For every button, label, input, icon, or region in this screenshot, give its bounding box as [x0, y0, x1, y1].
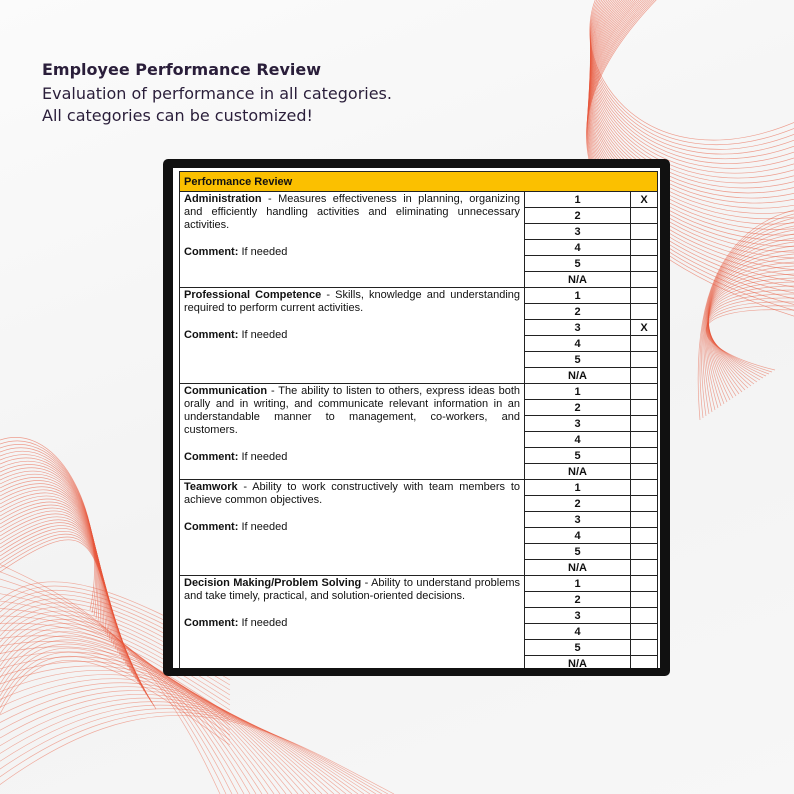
- score-mark-cell[interactable]: X: [631, 320, 658, 336]
- comment-text[interactable]: If needed: [241, 329, 288, 341]
- score-option: 3: [525, 224, 631, 240]
- score-option: 2: [525, 592, 631, 608]
- score-mark-cell[interactable]: [631, 656, 658, 669]
- document-preview-frame: [163, 159, 670, 676]
- score-mark-cell[interactable]: [631, 400, 658, 416]
- score-option: 5: [525, 640, 631, 656]
- page-header: [42, 60, 392, 127]
- category-name: Teamwork: [184, 481, 238, 493]
- category-description: [180, 192, 525, 288]
- score-option: 5: [525, 448, 631, 464]
- score-option: 2: [525, 304, 631, 320]
- score-option: 3: [525, 512, 631, 528]
- comment-label: Comment:: [184, 521, 239, 533]
- score-row: [180, 480, 658, 496]
- comment-line: [184, 521, 520, 534]
- score-option: 2: [525, 208, 631, 224]
- category-text: [184, 481, 520, 507]
- page-title: Employee Performance Review: [42, 60, 322, 79]
- score-option: 2: [525, 496, 631, 512]
- score-option: 3: [525, 416, 631, 432]
- category-desc: - Measures effectiveness in planning, organizing and efficiently handling activities and eliminating unnecessary activities.: [184, 193, 520, 231]
- score-mark-cell[interactable]: [631, 576, 658, 592]
- score-mark-cell[interactable]: [631, 608, 658, 624]
- score-mark-cell[interactable]: [631, 640, 658, 656]
- score-option: 5: [525, 544, 631, 560]
- score-option: 1: [525, 288, 631, 304]
- category-description: [180, 576, 525, 669]
- score-mark-cell[interactable]: [631, 288, 658, 304]
- score-option: N/A: [525, 656, 631, 669]
- category-desc: - The ability to listen to others, express ideas both orally and in writing, and communicate relevant information in an understandable manner to management, co-workers, and customers.: [184, 385, 520, 436]
- score-row: [180, 192, 658, 208]
- score-mark-cell[interactable]: [631, 432, 658, 448]
- comment-label: Comment:: [184, 617, 239, 629]
- category-name: Decision Making/Problem Solving: [184, 577, 362, 589]
- comment-text[interactable]: If needed: [241, 451, 288, 463]
- score-mark-cell[interactable]: [631, 416, 658, 432]
- score-option: 5: [525, 352, 631, 368]
- category-desc: - Ability to understand problems and take timely, practical, and solution-oriented decisions.: [184, 577, 520, 602]
- score-mark-cell[interactable]: [631, 624, 658, 640]
- category-name: Administration: [184, 193, 262, 205]
- score-option: 4: [525, 624, 631, 640]
- score-option: 4: [525, 432, 631, 448]
- score-row: [180, 384, 658, 400]
- score-mark-cell[interactable]: [631, 384, 658, 400]
- category-text: [184, 289, 520, 315]
- score-option: N/A: [525, 368, 631, 384]
- score-option: 1: [525, 480, 631, 496]
- score-option: 4: [525, 336, 631, 352]
- score-mark-cell[interactable]: [631, 592, 658, 608]
- score-option: 5: [525, 256, 631, 272]
- score-option: 1: [525, 576, 631, 592]
- comment-line: [184, 329, 520, 342]
- page-subtitle-line-1: Evaluation of performance in all categories.: [42, 84, 392, 103]
- score-mark-cell[interactable]: [631, 240, 658, 256]
- category-text: [184, 385, 520, 437]
- score-mark-cell[interactable]: [631, 560, 658, 576]
- comment-text[interactable]: If needed: [241, 246, 288, 258]
- score-mark-cell[interactable]: [631, 464, 658, 480]
- page-subtitle-line-2: All categories can be customized!: [42, 106, 313, 125]
- score-option: N/A: [525, 560, 631, 576]
- score-mark-cell[interactable]: [631, 496, 658, 512]
- category-desc: - Ability to work constructively with team members to achieve common objectives.: [184, 481, 520, 506]
- comment-label: Comment:: [184, 246, 239, 258]
- category-name: Communication: [184, 385, 268, 397]
- comment-label: Comment:: [184, 451, 239, 463]
- score-option: N/A: [525, 464, 631, 480]
- score-mark-cell[interactable]: [631, 528, 658, 544]
- score-mark-cell[interactable]: [631, 272, 658, 288]
- comment-line: [184, 451, 520, 464]
- score-mark-cell[interactable]: [631, 336, 658, 352]
- score-row: [180, 576, 658, 592]
- score-mark-cell[interactable]: [631, 304, 658, 320]
- score-mark-cell[interactable]: [631, 480, 658, 496]
- category-name: Professional Competence: [184, 289, 322, 301]
- score-mark-cell[interactable]: [631, 368, 658, 384]
- score-mark-cell[interactable]: [631, 256, 658, 272]
- category-text: [184, 193, 520, 232]
- score-option: 3: [525, 608, 631, 624]
- comment-line: [184, 246, 520, 259]
- comment-label: Comment:: [184, 329, 239, 341]
- comment-text[interactable]: If needed: [241, 617, 288, 629]
- score-mark-cell[interactable]: [631, 448, 658, 464]
- score-option: 1: [525, 192, 631, 208]
- score-mark-cell[interactable]: X: [631, 192, 658, 208]
- score-option: 1: [525, 384, 631, 400]
- comment-text[interactable]: If needed: [241, 521, 288, 533]
- score-mark-cell[interactable]: [631, 224, 658, 240]
- category-description: [180, 288, 525, 384]
- score-row: [180, 288, 658, 304]
- score-mark-cell[interactable]: [631, 512, 658, 528]
- score-option: N/A: [525, 272, 631, 288]
- comment-line: [184, 617, 520, 630]
- category-desc: - Skills, knowledge and understanding required to perform current activities.: [184, 289, 520, 314]
- table-heading: Performance Review: [180, 172, 658, 192]
- category-description: [180, 480, 525, 576]
- score-option: 4: [525, 528, 631, 544]
- review-sheet: [173, 168, 660, 668]
- score-mark-cell[interactable]: [631, 544, 658, 560]
- score-option: 4: [525, 240, 631, 256]
- score-option: 2: [525, 400, 631, 416]
- performance-review-table: [179, 171, 658, 668]
- category-text: [184, 577, 520, 603]
- score-mark-cell[interactable]: [631, 352, 658, 368]
- category-description: [180, 384, 525, 480]
- score-option: 3: [525, 320, 631, 336]
- score-mark-cell[interactable]: [631, 208, 658, 224]
